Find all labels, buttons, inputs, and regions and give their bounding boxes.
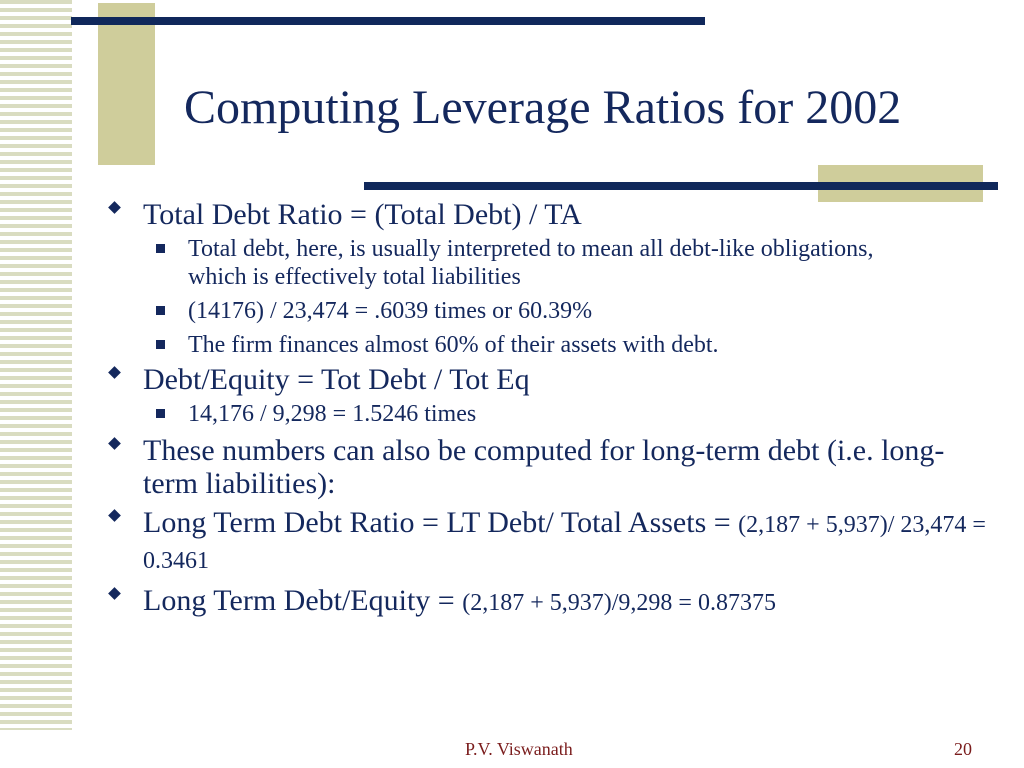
bullet-debt-equity	[106, 363, 986, 396]
decorative-line-top	[71, 17, 705, 25]
diamond-bullet-icon	[108, 509, 121, 522]
decorative-line-middle	[364, 182, 998, 190]
diamond-bullet-icon	[108, 201, 121, 214]
diamond-bullet-icon	[108, 587, 121, 600]
bullet-text: These numbers can also be computed for long-term debt (i.e. long-term liabilities):	[143, 434, 945, 500]
subbullet-text: 14,176 / 9,298 = 1.5246 times	[188, 401, 477, 427]
bullet-calc-text: (2,187 + 5,937)/9,298 = 0.87375	[462, 590, 776, 616]
subbullet-text: The firm finances almost 60% of their assets with debt.	[188, 332, 719, 358]
bullet-text: Long Term Debt Ratio = LT Debt/ Total Assets =	[143, 506, 739, 539]
bullet-total-debt-ratio	[106, 198, 986, 231]
subbullet-total-debt-calc	[106, 297, 986, 325]
left-striped-band	[0, 0, 72, 768]
subbullet-total-debt-definition	[106, 235, 986, 291]
square-bullet-icon	[156, 306, 165, 315]
square-bullet-icon	[156, 340, 165, 349]
bullet-text: Long Term Debt/Equity =	[143, 584, 463, 617]
subbullet-total-debt-interpretation	[106, 331, 986, 359]
bullet-text: Debt/Equity = Tot Debt / Tot Eq	[143, 363, 530, 396]
bullet-long-term-debt-equity	[106, 584, 986, 620]
diamond-bullet-icon	[108, 437, 121, 450]
bullet-text: Total Debt Ratio = (Total Debt) / TA	[143, 198, 582, 231]
square-bullet-icon	[156, 409, 165, 418]
subbullet-text: Total debt, here, is usually interpreted to mean all debt-like obligations, which is effectively total liabilities	[188, 236, 874, 290]
subbullet-debt-equity-calc	[106, 400, 986, 428]
square-bullet-icon	[156, 244, 165, 253]
slide-body	[106, 198, 986, 620]
decorative-block-top	[98, 3, 155, 165]
diamond-bullet-icon	[108, 366, 121, 379]
footer-author: P.V. Viswanath	[465, 739, 573, 759]
left-band-bottom-blank	[0, 730, 72, 768]
bullet-calc-text: (2,187 + 5,937)/ 23,474 = 0.3461	[143, 512, 986, 574]
slide-title: Computing Leverage Ratios for 2002	[184, 81, 902, 134]
subbullet-text: (14176) / 23,474 = .6039 times or 60.39%	[188, 298, 593, 324]
bullet-long-term-debt-ratio	[106, 506, 986, 578]
bullet-long-term-note	[106, 434, 986, 500]
footer-page-number: 20	[954, 739, 972, 759]
